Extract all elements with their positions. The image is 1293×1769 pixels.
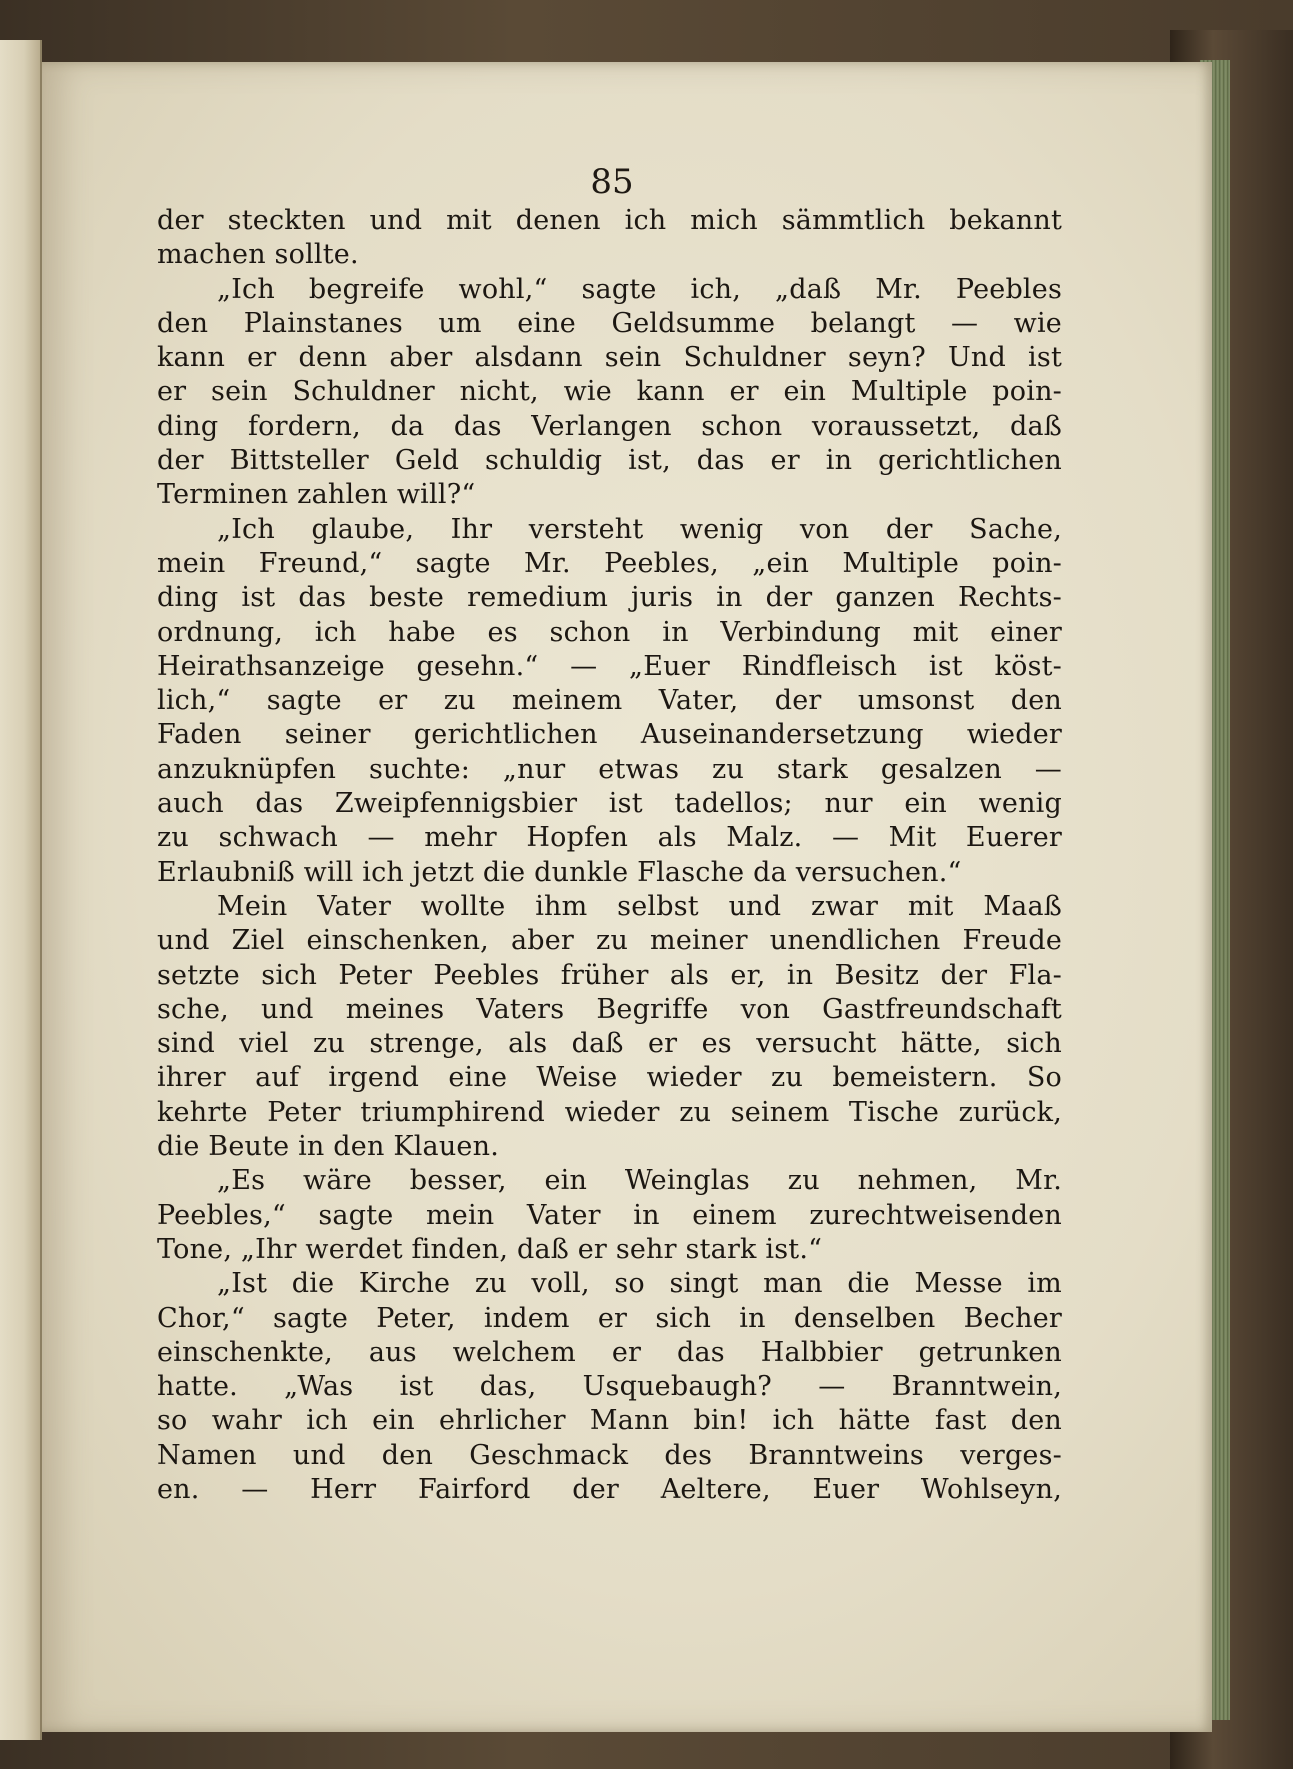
text-line: der Bittsteller Geld schuldig ist, das er in gerichtlichen [157, 445, 1062, 477]
text-line: Chor,“ sagte Peter, indem er sich in denselben Becher [157, 1302, 1062, 1334]
text-line: „Ich begreife wohl,“ sagte ich, „daß Mr. Peebles [217, 273, 1062, 305]
text-line: den Plainstanes um eine Geldsumme belangt — wie [157, 307, 1062, 339]
text-line: kehrte Peter triumphirend wieder zu seinem Tische zurück, [157, 1096, 1062, 1128]
text-line: und Ziel einschenken, aber zu meiner unendlichen Freude [157, 925, 1062, 957]
text-line: „Ich glaube, Ihr versteht wenig von der Sache, [217, 513, 1062, 545]
text-line: en. — Herr Fairford der Aeltere, Euer Wohlseyn, [157, 1473, 1062, 1505]
text-line: kann er denn aber alsdann sein Schuldner seyn? Und ist [157, 342, 1062, 374]
text-line: anzuknüpfen suchte: „nur etwas zu stark gesalzen — [157, 753, 1062, 785]
text-line: mein Freund,“ sagte Mr. Peebles, „ein Multiple poin- [157, 547, 1062, 579]
text-line: Terminen zahlen will?“ [157, 479, 476, 511]
text-line: lich,“ sagte er zu meinem Vater, der umsonst den [157, 685, 1062, 717]
text-line: Erlaubniß will ich jetzt die dunkle Flasche da versuchen.“ [157, 856, 962, 888]
text-line: zu schwach — mehr Hopfen als Malz. — Mit Euerer [157, 822, 1062, 854]
text-line: sind viel zu strenge, als daß er es versucht hätte, sich [157, 1028, 1062, 1060]
text-line: Mein Vater wollte ihm selbst und zwar mit Maaß [217, 890, 1062, 922]
text-line: er sein Schuldner nicht, wie kann er ein Multiple poin- [157, 376, 1062, 408]
text-line: einschenkte, aus welchem er das Halbbier getrunken [157, 1336, 1062, 1368]
text-line: die Beute in den Klauen. [157, 1131, 499, 1163]
book-page [42, 62, 1212, 1732]
text-line: ihrer auf irgend eine Weise wieder zu bemeistern. So [157, 1062, 1062, 1094]
page-body-text [157, 204, 1062, 1507]
text-line: setzte sich Peter Peebles früher als er, in Besitz der Fla- [157, 959, 1062, 991]
text-line: ordnung, ich habe es schon in Verbindung mit einer [157, 616, 1062, 648]
facing-page-edge [0, 40, 42, 1740]
text-line: ding ist das beste remedium juris in der ganzen Rechts- [157, 582, 1062, 614]
page-number: 85 [590, 162, 634, 202]
text-line: ding fordern, da das Verlangen schon voraussetzt, daß [157, 410, 1062, 442]
text-line: sche, und meines Vaters Begriffe von Gastfreundschaft [157, 993, 1062, 1025]
text-line: Faden seiner gerichtlichen Auseinandersetzung wieder [157, 719, 1062, 751]
text-line: Tone, „Ihr werdet finden, daß er sehr stark ist.“ [157, 1233, 823, 1265]
text-line: der steckten und mit denen ich mich sämmtlich bekannt [157, 205, 1062, 236]
text-line: Namen und den Geschmack des Branntweins verges- [157, 1439, 1062, 1471]
text-line: auch das Zweipfennigsbier ist tadellos; nur ein wenig [157, 788, 1062, 820]
text-line: machen sollte. [157, 239, 359, 271]
text-line: Peebles,“ sagte mein Vater in einem zurechtweisenden [157, 1199, 1062, 1231]
text-line: so wahr ich ein ehrlicher Mann bin! ich hätte fast den [157, 1405, 1062, 1437]
text-line: Heirathsanzeige gesehn.“ — „Euer Rindfleisch ist köst- [157, 650, 1062, 682]
text-line: „Ist die Kirche zu voll, so singt man die Messe im [217, 1268, 1062, 1300]
text-line: hatte. „Was ist das, Usquebaugh? — Branntwein, [157, 1371, 1062, 1403]
text-line: „Es wäre besser, ein Weinglas zu nehmen, Mr. [217, 1165, 1062, 1197]
